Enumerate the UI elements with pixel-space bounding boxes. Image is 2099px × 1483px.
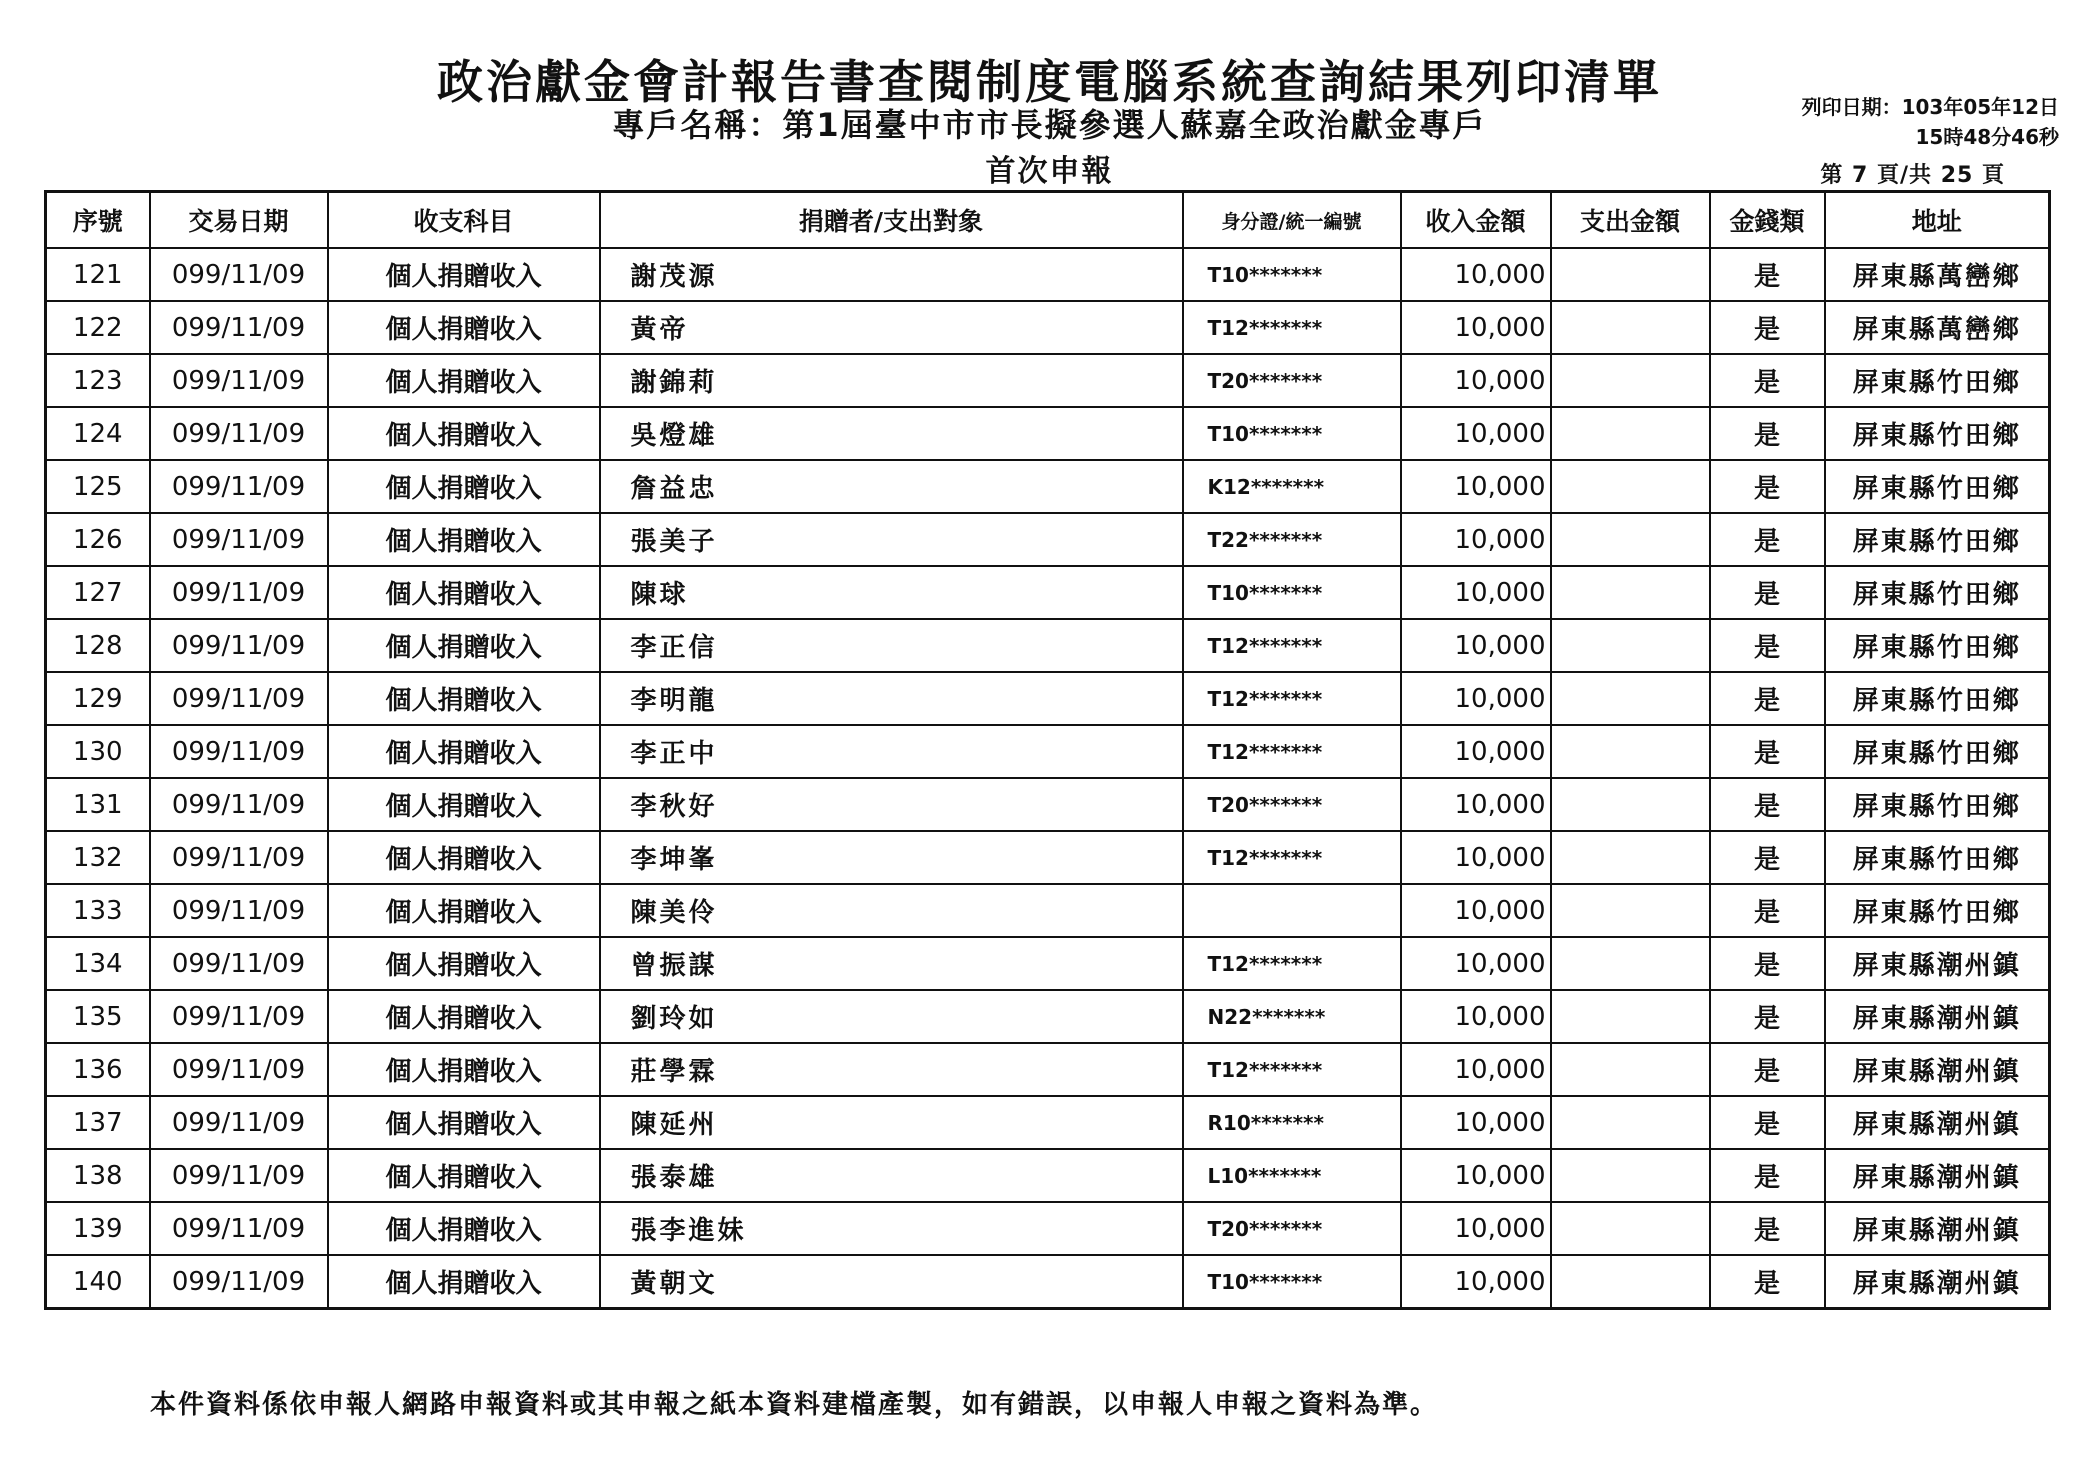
cell-donor-name: 吳燈雄 [600,407,1183,460]
cell-id-number: T10******* [1183,248,1401,301]
cell-address: 屏東縣潮州鎮 [1825,1202,2050,1255]
cell-expense [1551,513,1710,566]
table-row [46,619,2050,672]
cell-seq: 139 [46,1202,150,1255]
cell-date: 099/11/09 [150,1043,328,1096]
cell-seq: 122 [46,301,150,354]
cell-seq: 131 [46,778,150,831]
cell-address: 屏東縣竹田鄉 [1825,619,2050,672]
cell-donor-name: 李明龍 [600,672,1183,725]
cell-income: 10,000 [1401,407,1551,460]
cell-seq: 132 [46,831,150,884]
cell-id-number: T10******* [1183,407,1401,460]
cell-expense [1551,937,1710,990]
cell-id-number: L10******* [1183,1149,1401,1202]
table-row [46,937,2050,990]
cell-id-number: T12******* [1183,937,1401,990]
cell-income: 10,000 [1401,884,1551,937]
cell-seq: 127 [46,566,150,619]
print-date: 列印日期：103年05年12日 [1801,95,2059,119]
cell-address: 屏東縣竹田鄉 [1825,407,2050,460]
cell-income: 10,000 [1401,937,1551,990]
cell-expense [1551,672,1710,725]
cell-date: 099/11/09 [150,990,328,1043]
cell-date: 099/11/09 [150,248,328,301]
cell-seq: 124 [46,407,150,460]
document-title: 政治獻金會計報告書查閱制度電腦系統查詢結果列印清單 [437,55,1662,109]
cell-income: 10,000 [1401,1255,1551,1309]
cell-income: 10,000 [1401,248,1551,301]
cell-expense [1551,460,1710,513]
cell-expense [1551,1096,1710,1149]
cell-date: 099/11/09 [150,407,328,460]
cell-cash-flag: 是 [1710,619,1825,672]
cell-subject: 個人捐贈收入 [328,990,600,1043]
cell-subject: 個人捐贈收入 [328,1202,600,1255]
cell-expense [1551,248,1710,301]
cell-income: 10,000 [1401,619,1551,672]
cell-seq: 130 [46,725,150,778]
cell-seq: 125 [46,460,150,513]
table-row [46,354,2050,407]
col-header-income: 收入金額 [1401,192,1551,249]
cell-donor-name: 謝錦莉 [600,354,1183,407]
cell-id-number: N22******* [1183,990,1401,1043]
cell-cash-flag: 是 [1710,1149,1825,1202]
cell-cash-flag: 是 [1710,1096,1825,1149]
cell-subject: 個人捐贈收入 [328,1255,600,1309]
cell-donor-name: 李正信 [600,619,1183,672]
cell-subject: 個人捐贈收入 [328,725,600,778]
cell-seq: 123 [46,354,150,407]
cell-subject: 個人捐贈收入 [328,407,600,460]
cell-income: 10,000 [1401,778,1551,831]
cell-expense [1551,831,1710,884]
cell-id-number [1183,884,1401,937]
cell-address: 屏東縣竹田鄉 [1825,725,2050,778]
col-header-cash: 金錢類 [1710,192,1825,249]
cell-subject: 個人捐贈收入 [328,1149,600,1202]
cell-seq: 136 [46,1043,150,1096]
table-row [46,248,2050,301]
cell-cash-flag: 是 [1710,354,1825,407]
cell-income: 10,000 [1401,831,1551,884]
cell-expense [1551,778,1710,831]
cell-expense [1551,1255,1710,1309]
cell-seq: 126 [46,513,150,566]
table-row [46,566,2050,619]
cell-expense [1551,990,1710,1043]
print-info [1802,92,2059,152]
cell-donor-name: 李秋好 [600,778,1183,831]
cell-expense [1551,619,1710,672]
cell-cash-flag: 是 [1710,1255,1825,1309]
cell-subject: 個人捐贈收入 [328,884,600,937]
table-row [46,1043,2050,1096]
cell-cash-flag: 是 [1710,937,1825,990]
cell-seq: 140 [46,1255,150,1309]
cell-date: 099/11/09 [150,1149,328,1202]
cell-id-number: R10******* [1183,1096,1401,1149]
cell-address: 屏東縣竹田鄉 [1825,513,2050,566]
table-row [46,1096,2050,1149]
cell-address: 屏東縣竹田鄉 [1825,566,2050,619]
cell-seq: 134 [46,937,150,990]
cell-address: 屏東縣萬巒鄉 [1825,301,2050,354]
table-row [46,990,2050,1043]
cell-date: 099/11/09 [150,831,328,884]
print-time: 15時48分46秒 [1915,125,2059,149]
cell-expense [1551,884,1710,937]
cell-income: 10,000 [1401,460,1551,513]
cell-subject: 個人捐贈收入 [328,778,600,831]
cell-address: 屏東縣潮州鎮 [1825,990,2050,1043]
cell-seq: 128 [46,619,150,672]
cell-date: 099/11/09 [150,460,328,513]
cell-date: 099/11/09 [150,1202,328,1255]
cell-income: 10,000 [1401,1149,1551,1202]
cell-cash-flag: 是 [1710,301,1825,354]
cell-seq: 135 [46,990,150,1043]
cell-address: 屏東縣竹田鄉 [1825,778,2050,831]
cell-donor-name: 詹益忠 [600,460,1183,513]
table-row [46,513,2050,566]
table-row [46,460,2050,513]
cell-seq: 133 [46,884,150,937]
cell-date: 099/11/09 [150,778,328,831]
cell-subject: 個人捐贈收入 [328,248,600,301]
cell-income: 10,000 [1401,990,1551,1043]
cell-cash-flag: 是 [1710,513,1825,566]
cell-address: 屏東縣潮州鎮 [1825,1043,2050,1096]
cell-subject: 個人捐贈收入 [328,460,600,513]
cell-address: 屏東縣潮州鎮 [1825,1149,2050,1202]
cell-subject: 個人捐贈收入 [328,354,600,407]
cell-date: 099/11/09 [150,301,328,354]
footnote: 本件資料係依申報人網路申報資料或其申報之紙本資料建檔產製，如有錯誤，以申報人申報之資料為準。 [150,1390,1439,1420]
page-indicator: 第 7 頁/共 25 頁 [1820,163,2005,188]
cell-income: 10,000 [1401,354,1551,407]
cell-cash-flag: 是 [1710,248,1825,301]
cell-id-number: T12******* [1183,301,1401,354]
cell-id-number: T10******* [1183,566,1401,619]
cell-donor-name: 劉玲如 [600,990,1183,1043]
cell-id-number: K12******* [1183,460,1401,513]
cell-income: 10,000 [1401,1202,1551,1255]
cell-donor-name: 莊學霖 [600,1043,1183,1096]
cell-income: 10,000 [1401,1096,1551,1149]
cell-subject: 個人捐贈收入 [328,513,600,566]
cell-seq: 137 [46,1096,150,1149]
cell-cash-flag: 是 [1710,725,1825,778]
cell-cash-flag: 是 [1710,831,1825,884]
cell-donor-name: 黃朝文 [600,1255,1183,1309]
cell-cash-flag: 是 [1710,460,1825,513]
table-row [46,884,2050,937]
cell-address: 屏東縣竹田鄉 [1825,354,2050,407]
cell-donor-name: 謝茂源 [600,248,1183,301]
table-header-row [46,192,2050,249]
cell-address: 屏東縣潮州鎮 [1825,1255,2050,1309]
cell-cash-flag: 是 [1710,566,1825,619]
cell-date: 099/11/09 [150,725,328,778]
table-row [46,672,2050,725]
cell-cash-flag: 是 [1710,778,1825,831]
table-body [46,248,2050,1309]
account-name: 專戶名稱：第1屆臺中市市長擬參選人蘇嘉全政治獻金專戶 [612,106,1487,144]
cell-expense [1551,354,1710,407]
cell-address: 屏東縣萬巒鄉 [1825,248,2050,301]
cell-subject: 個人捐贈收入 [328,937,600,990]
cell-expense [1551,301,1710,354]
cell-donor-name: 陳球 [600,566,1183,619]
cell-subject: 個人捐贈收入 [328,672,600,725]
cell-date: 099/11/09 [150,1096,328,1149]
cell-donor-name: 黃帝 [600,301,1183,354]
cell-id-number: T20******* [1183,778,1401,831]
cell-date: 099/11/09 [150,513,328,566]
cell-income: 10,000 [1401,301,1551,354]
table-row [46,725,2050,778]
cell-id-number: T12******* [1183,672,1401,725]
cell-id-number: T12******* [1183,725,1401,778]
cell-date: 099/11/09 [150,884,328,937]
cell-seq: 121 [46,248,150,301]
donation-ledger-table [44,190,2051,1310]
cell-cash-flag: 是 [1710,990,1825,1043]
cell-date: 099/11/09 [150,1255,328,1309]
cell-income: 10,000 [1401,672,1551,725]
cell-cash-flag: 是 [1710,884,1825,937]
cell-id-number: T20******* [1183,354,1401,407]
cell-id-number: T20******* [1183,1202,1401,1255]
cell-income: 10,000 [1401,513,1551,566]
cell-id-number: T12******* [1183,619,1401,672]
cell-id-number: T12******* [1183,831,1401,884]
cell-cash-flag: 是 [1710,1202,1825,1255]
col-header-date: 交易日期 [150,192,328,249]
cell-income: 10,000 [1401,725,1551,778]
cell-subject: 個人捐贈收入 [328,831,600,884]
col-header-address: 地址 [1825,192,2050,249]
cell-id-number: T22******* [1183,513,1401,566]
cell-expense [1551,566,1710,619]
cell-address: 屏東縣竹田鄉 [1825,831,2050,884]
col-header-name: 捐贈者/支出對象 [600,192,1183,249]
table-row [46,1202,2050,1255]
cell-expense [1551,1149,1710,1202]
table-row [46,778,2050,831]
table-row [46,1255,2050,1309]
cell-date: 099/11/09 [150,619,328,672]
cell-donor-name: 張李進妹 [600,1202,1183,1255]
cell-donor-name: 陳美伶 [600,884,1183,937]
cell-address: 屏東縣潮州鎮 [1825,937,2050,990]
cell-id-number: T10******* [1183,1255,1401,1309]
cell-income: 10,000 [1401,566,1551,619]
cell-expense [1551,1043,1710,1096]
cell-address: 屏東縣竹田鄉 [1825,672,2050,725]
cell-expense [1551,1202,1710,1255]
table-row [46,301,2050,354]
cell-donor-name: 李正中 [600,725,1183,778]
col-header-id: 身分證/統一編號 [1183,192,1401,249]
cell-date: 099/11/09 [150,672,328,725]
cell-donor-name: 李坤峯 [600,831,1183,884]
cell-subject: 個人捐贈收入 [328,619,600,672]
cell-expense [1551,407,1710,460]
col-header-subject: 收支科目 [328,192,600,249]
table-row [46,1149,2050,1202]
cell-cash-flag: 是 [1710,672,1825,725]
cell-address: 屏東縣竹田鄉 [1825,884,2050,937]
col-header-expense: 支出金額 [1551,192,1710,249]
cell-date: 099/11/09 [150,566,328,619]
cell-donor-name: 陳延州 [600,1096,1183,1149]
cell-address: 屏東縣竹田鄉 [1825,460,2050,513]
table-row [46,831,2050,884]
cell-cash-flag: 是 [1710,1043,1825,1096]
cell-seq: 129 [46,672,150,725]
cell-date: 099/11/09 [150,937,328,990]
cell-date: 099/11/09 [150,354,328,407]
cell-cash-flag: 是 [1710,407,1825,460]
report-type: 首次申報 [985,154,1114,189]
cell-subject: 個人捐贈收入 [328,1096,600,1149]
cell-donor-name: 曾振謀 [600,937,1183,990]
cell-donor-name: 張泰雄 [600,1149,1183,1202]
col-header-seq: 序號 [46,192,150,249]
cell-income: 10,000 [1401,1043,1551,1096]
cell-address: 屏東縣潮州鎮 [1825,1096,2050,1149]
cell-subject: 個人捐贈收入 [328,566,600,619]
table-row [46,407,2050,460]
cell-expense [1551,725,1710,778]
cell-id-number: T12******* [1183,1043,1401,1096]
cell-subject: 個人捐贈收入 [328,1043,600,1096]
cell-donor-name: 張美子 [600,513,1183,566]
cell-subject: 個人捐贈收入 [328,301,600,354]
cell-seq: 138 [46,1149,150,1202]
